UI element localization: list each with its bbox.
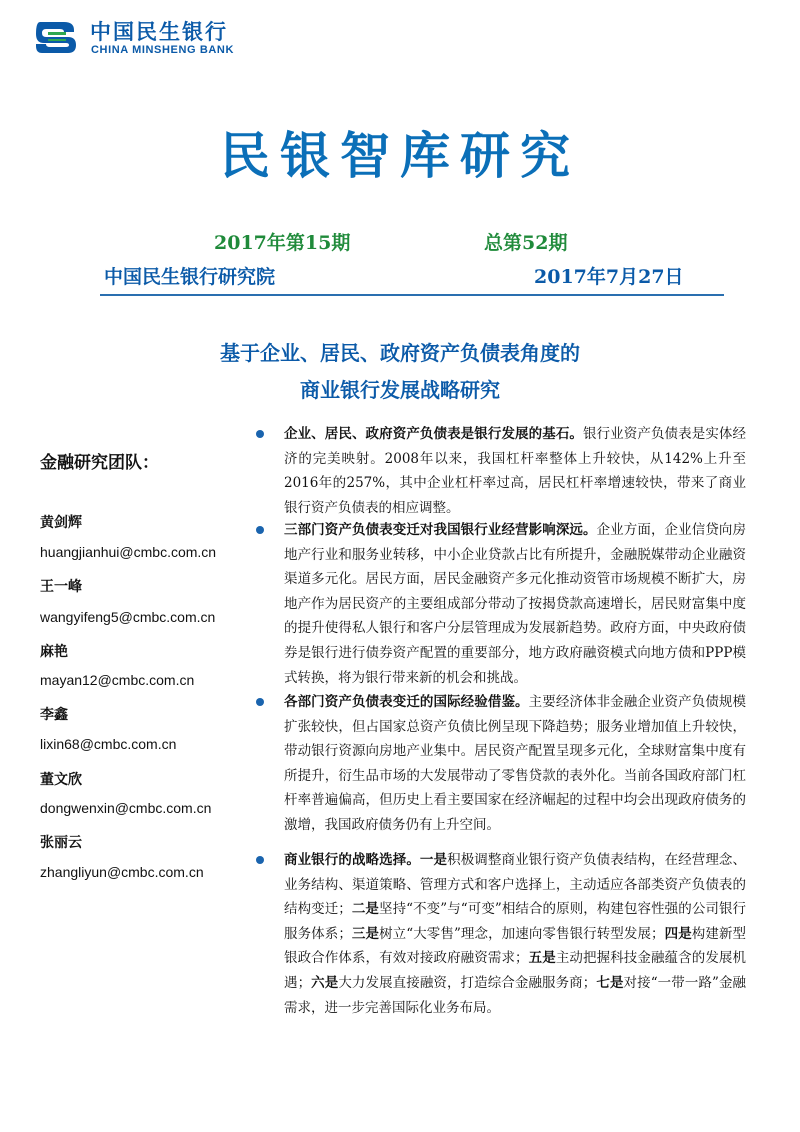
member-name: 董文欣 xyxy=(40,772,82,788)
issue-number: 2017年第15期 xyxy=(214,232,351,254)
list-item xyxy=(256,422,746,520)
member-email[interactable]: mayan12@cmbc.com.cn xyxy=(40,672,195,688)
bullet-dot-icon xyxy=(256,856,264,864)
point-label: 五是 xyxy=(528,950,556,967)
team-label: 金融研究团队： xyxy=(40,453,159,473)
report-title-line1: 基于企业、居民、政府资产负债表角度的 xyxy=(220,341,580,365)
point-label: 二是 xyxy=(351,901,379,918)
member-email[interactable]: dongwenxin@cmbc.com.cn xyxy=(40,800,212,816)
bullet-lead: 三部门资产负债表变迁对我国银行业经营影响深远。 xyxy=(284,522,597,538)
bullet-lead: 各部门资产负债表变迁的国际经验借鉴。 xyxy=(284,694,529,710)
bullet-dot-icon xyxy=(256,526,264,534)
member-email[interactable]: huangjianhui@cmbc.com.cn xyxy=(40,544,217,560)
institute-name: 中国民生银行研究院 xyxy=(104,266,276,288)
list-item xyxy=(256,848,746,1020)
member-name: 王一峰 xyxy=(40,579,82,595)
point-text: 大力发展直接融资，打造综合金融服务商； xyxy=(338,974,597,991)
member-name: 麻艳 xyxy=(40,644,68,660)
point-text: 树立“大零售”理念，加速向零售银行转型发展； xyxy=(379,925,665,942)
point-text: 对接“一带一路”金融需求，进一步完善国际化业务布局。 xyxy=(284,974,747,1016)
total-issue-number: 总第52期 xyxy=(484,232,568,254)
bank-name-cn: 中国民生银行 xyxy=(90,20,228,44)
bullet-lead: 商业银行的战略选择。 xyxy=(284,852,420,868)
point-text: 主动把握科技金融蕴含的发展机遇； xyxy=(284,950,747,991)
point-label: 四是 xyxy=(664,925,692,942)
research-team-sidebar xyxy=(40,448,240,880)
point-text: 坚持“不变”与“可变”相结合的原则，构建包容性强的公司银行服务体系； xyxy=(284,901,747,942)
member-email[interactable]: zhangliyun@cmbc.com.cn xyxy=(40,864,204,880)
header-divider xyxy=(100,294,724,296)
list-item xyxy=(256,690,746,838)
point-label: 六是 xyxy=(311,974,339,991)
bullet-body: 企业方面，企业信贷向房地产行业和服务业转移，中小企业贷款占比有所提升，金融脱媒带动企业融资渠道多元化。居民方面，居民金融资产多元化推动资管市场规模不断扩大，房地产作为居民资产的主要组成部分带动了按揭贷款高速增长，居民财富集中度的提升使得私人银行和客户分层管理成为发展新趋势。政府方面，中央政府债券是银行进行债券资产配置的重要部分，地方政府融资模式向地方债和PPP模式转换，将为银行带来新的机会和挑战。 xyxy=(284,522,747,686)
member-name: 张丽云 xyxy=(40,835,82,851)
bank-name-en: CHINA MINSHENG BANK xyxy=(91,44,234,56)
publish-date: 2017年7月27日 xyxy=(534,266,684,288)
masthead-title: 民银智库研究 xyxy=(220,127,580,185)
member-name: 黄剑辉 xyxy=(40,515,82,531)
minsheng-logo-icon xyxy=(34,14,80,58)
bullet-dot-icon xyxy=(256,698,264,706)
point-text: 积极调整商业银行资产负债表结构，在经营理念、业务结构、渠道策略、管理方式和客户选择上，主动适应各部类资产负债表的结构变迁； xyxy=(284,852,747,918)
member-email[interactable]: lixin68@cmbc.com.cn xyxy=(40,736,177,752)
point-label: 三是 xyxy=(351,925,380,942)
bullet-body: 银行业资产负债表是实体经济的完美映射。2008年以来，我国杠杆率整体上升较快，从142%上升至2016年的257%，其中企业杠杆率过高，居民杠杆率增速较快，带来了商业银行资产负债表的相应调整。 xyxy=(284,426,746,516)
list-item xyxy=(256,518,746,690)
bullet-lead: 企业、居民、政府资产负债表是银行发展的基石。 xyxy=(284,426,583,442)
member-email[interactable]: wangyifeng5@cmbc.com.cn xyxy=(40,609,216,625)
point-text: 构建新型银政合作体系，有效对接政府融资需求； xyxy=(284,925,747,967)
member-name: 李鑫 xyxy=(40,707,68,723)
point-label: 七是 xyxy=(596,974,624,991)
bank-logo xyxy=(34,14,274,58)
bullet-dot-icon xyxy=(256,430,264,438)
report-title-line2: 商业银行发展战略研究 xyxy=(300,378,500,402)
point-label: 一是 xyxy=(419,852,448,868)
bullet-body: 主要经济体非金融企业资产负债规模扩张较快，但占国家总资产负债比例呈现下降趋势；服务业增加值上升较快，带动银行资源向房地产业集中。居民资产配置呈现多元化，全球财富集中度有所提升，衍生品市场的大发展带动了零售贷款的表外化。当前各国政府部门杠杆率普遍偏高，但历史上看主要国家在经济崛起的过程中均会出现政府债务的激增，我国政府债务仍有上升空间。 xyxy=(284,694,747,833)
